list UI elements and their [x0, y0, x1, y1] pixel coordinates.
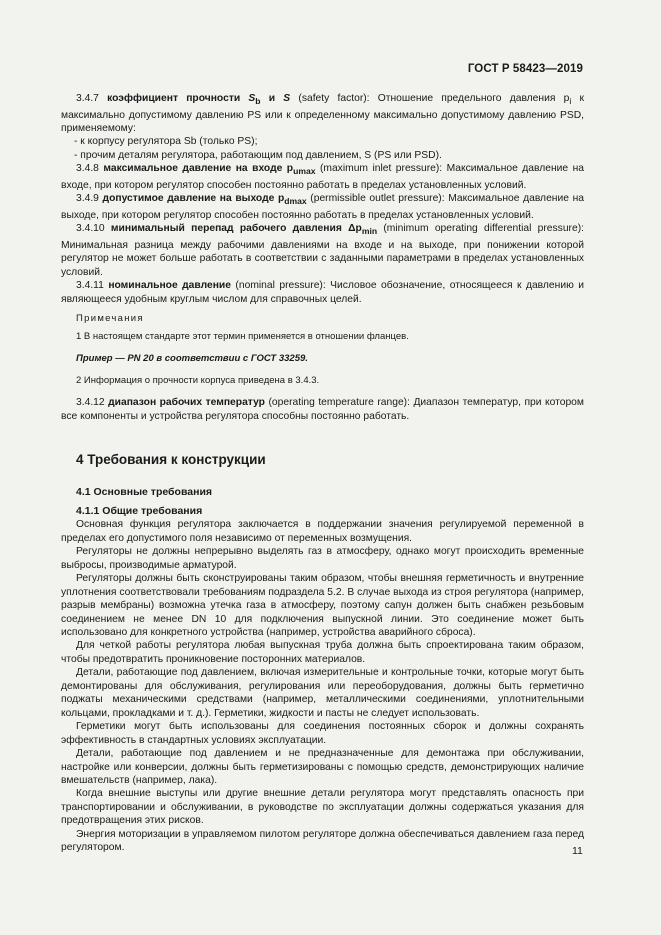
page-number: 11 [572, 845, 583, 857]
note-1: 1 В настоящем стандарте этот термин применяется в отношении фланцев. [76, 331, 409, 343]
paragraph: Энергия моторизации в управляемом пилотом регуляторе должна обеспечиваться давлением газа перед регулятором. [61, 828, 584, 854]
term-3-4-8 [61, 162, 584, 192]
term-definition: (maximum inlet pressure): Максимальное давление на входе, при котором регулятор способен постоянно работать в пределах установленных условий. [61, 163, 585, 191]
paragraph: Когда внешние выступы или другие внешние детали регулятора могут представлять опасность при транспортировании и обслуживании, в руководстве по эксплуатации должны содержаться указания для предотвращения этих рисков. [61, 788, 584, 827]
term-name: максимальное давление на входе $p_{umax}$ [103, 163, 316, 177]
page-content [61, 92, 584, 855]
example-note: Пример — PN 20 в соответствии с ГОСТ 33259. [76, 353, 308, 365]
paragraph: Для четкой работы регулятора любая выпускная труба должна быть спроектирована таким образом, чтобы предотвратить проникновение посторонних материалов. [61, 640, 584, 665]
subsection-4-1-1-heading: 4.1.1 Общие требования [76, 505, 203, 518]
term-name: номинальное давление [108, 280, 231, 292]
term-3-4-9 [61, 192, 584, 222]
paragraph: Регуляторы должны быть сконструированы таким образом, чтобы внешняя герметичность и внутренние уплотнения соответствовали требованиям подраздела 5.2. В случае выхода из строя регулятора (например, разрыв мембраны) возможна утечка газа в атмосферу, поэтому сапун должен быть снабжен резьбовым соединением не менее DN 10 для подключения выпускной линии. Это соединение может быть использовано для конкретного устройства (например, устройства аварийного сброса). [61, 573, 584, 638]
list-item: - прочим деталям регулятора, работающим под давлением, S (PS или PSD). [74, 149, 442, 161]
subsection-4-1-heading: 4.1 Основные требования [76, 486, 213, 499]
term-definition: (safety factor): Отношение предельного давления p [290, 93, 570, 104]
term-number: 3.4.7 [76, 93, 108, 104]
term-number: 3.4.11 [76, 280, 109, 292]
section-4-heading: 4 Требования к конструкции [76, 452, 266, 468]
term-name: минимальный перепад рабочего давления $\Delta p_{min}$ [110, 223, 378, 237]
paragraph: Основная функция регулятора заключается в поддержании значения регулируемой переменной в пределах его допустимого поля независимо от переменных возмущения. [61, 519, 584, 544]
paragraph: Детали, работающие под давлением и не предназначенные для демонтажа при обслуживании, настройке или конверсии, должны быть герметизированы с помощью средств, демонстрирующих наличие вмешательств (например, лака). [61, 748, 584, 786]
term-name: допустимое давление на выходе $p_{dmax}$ [102, 193, 307, 207]
term-number: 3.4.10 [76, 223, 111, 235]
term-3-4-11 [61, 279, 584, 306]
term-3-4-10 [61, 222, 584, 279]
term-definition: (nominal pressure): Числовое обозначение, относящееся к давлению и являющееся удобным круглым числом для справочных целей. [61, 280, 585, 305]
term-number: 3.4.9 [76, 193, 103, 205]
term-3-4-7: 3.4.7 коэффициент прочности $S_b$ и S (safety factor): Отношение предельного давления $p_i$ к максимально допустимому давлению PS или к определенному максимально допустимому давлению PSD, применяемому: [61, 93, 584, 134]
paragraph: Детали, работающие под давлением, включая измерительные и контрольные точки, которые могут быть демонтированы для обслуживания, регулирования или переоборудования, должны быть герметично поджаты механическими средствами (например, металлическими соединениями, уплотнительными кольцами, прокладками и т. д.). Герметики, жидкости и пасты не следует использовать. [61, 667, 584, 719]
term-definition: (operating temperature range): Диапазон температур, при котором все компоненты и устройства регулятора способны постоянно работать. [61, 397, 584, 422]
term-definition-cont: к максимально допустимому давлению PS или к определенному максимально допустимому давлению PSD, применяемому: [61, 93, 584, 134]
standard-header: ГОСТ Р 58423—2019 [467, 63, 583, 75]
term-name: коэффициент прочности $S_b$ и S [107, 93, 291, 107]
term-number: 3.4.12 [76, 397, 109, 409]
term-3-4-12 [61, 396, 584, 423]
term-definition: (minimum operating differential pressure): Минимальная разница между рабочими давлениями на входе и на выходе, при понижении которой регулятор не может больше работать в соответствии с заданными параметрами в пределах установленных условий. [61, 223, 585, 278]
term-definition: (permissible outlet pressure): Максимальное давление на выходе, при котором регулятор способен постоянно работать в пределах установленных условий. [61, 193, 584, 221]
note-2: 2 Информация о прочности корпуса приведена в 3.4.3. [76, 375, 320, 387]
paragraph: Герметики могут быть использованы для соединения постоянных сборок и должны сохранять эффективность в стандартных условиях эксплуатации. [61, 721, 584, 746]
term-number: 3.4.8 [76, 163, 104, 175]
list-item: - к корпусу регулятора Sb (только PS); [74, 136, 258, 148]
paragraph: Регуляторы не должны непрерывно выделять газ в атмосферу, однако могут происходить временные выбросы, производимые арматурой. [61, 546, 584, 571]
term-name: диапазон рабочих температур [108, 397, 265, 409]
notes-title: Примечания [76, 312, 144, 324]
